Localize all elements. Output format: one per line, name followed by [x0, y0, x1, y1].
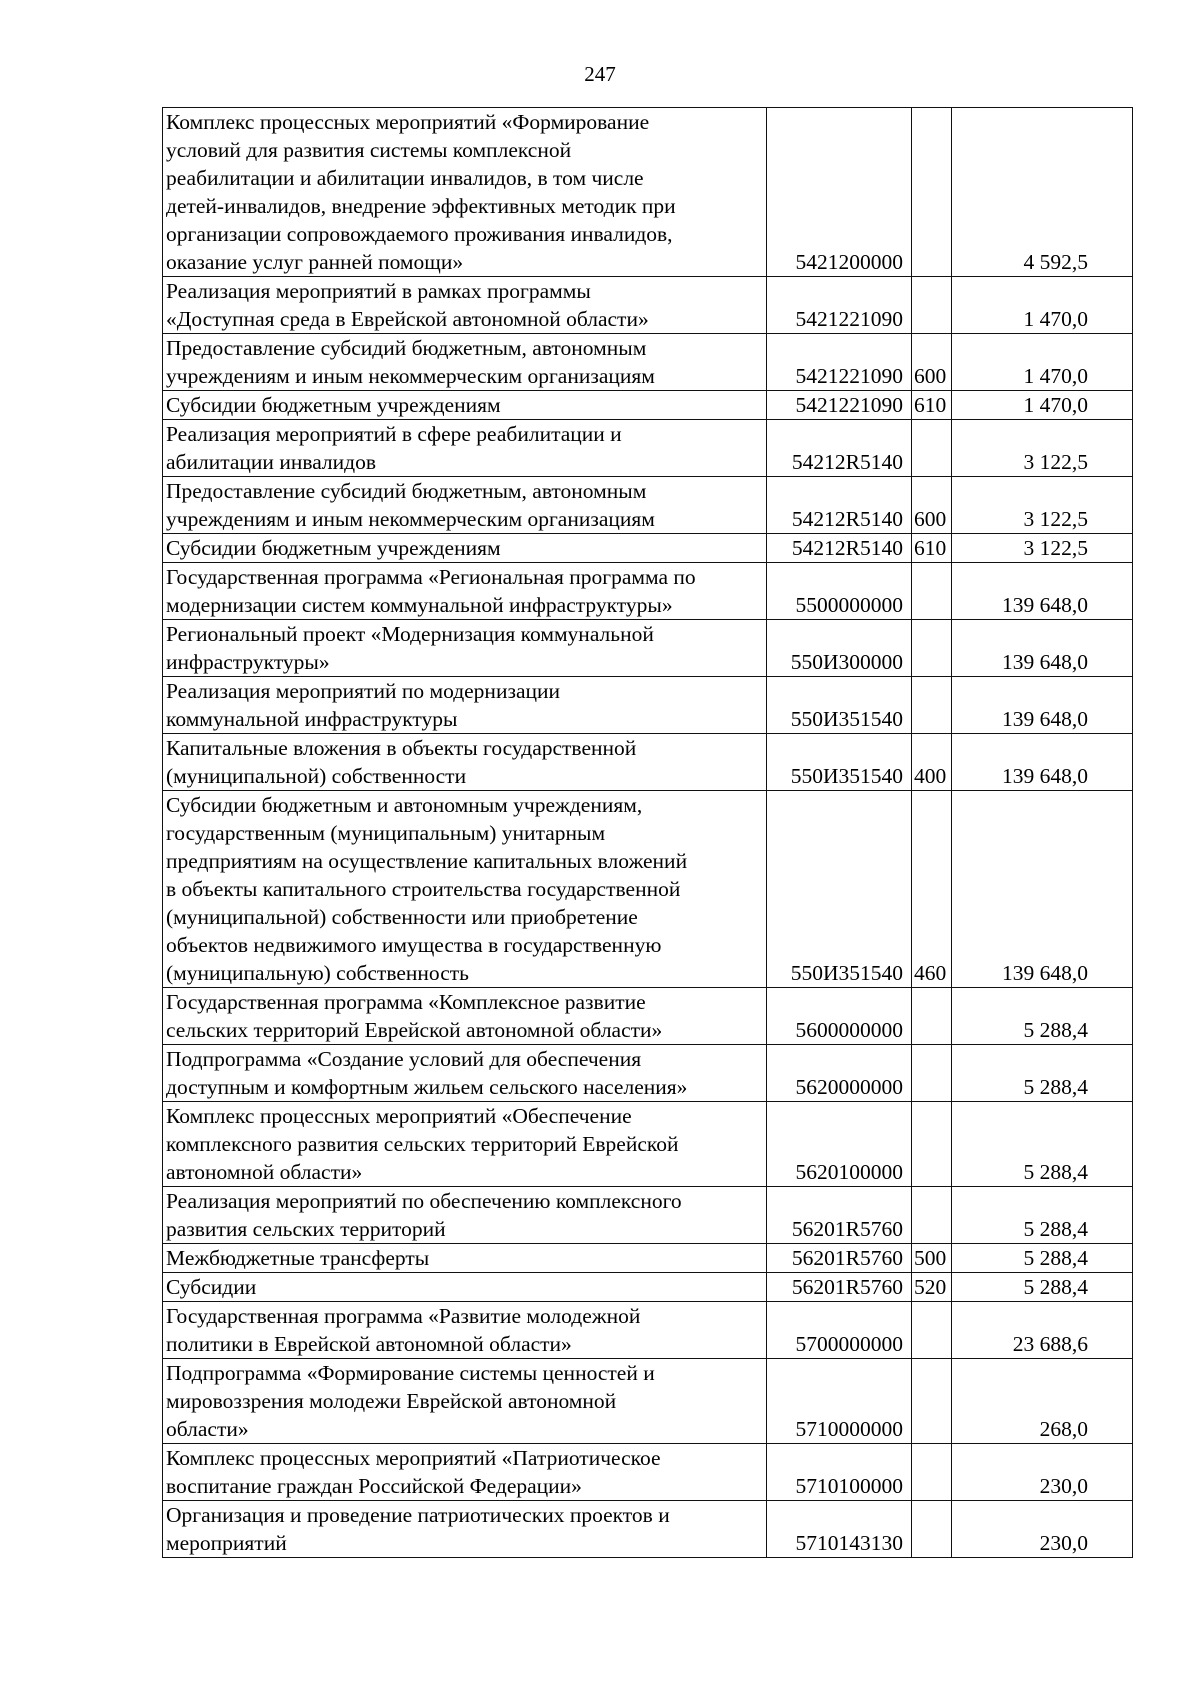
row-code: 550И300000	[767, 620, 912, 677]
row-code: 56201R5760	[767, 1187, 912, 1244]
row-code: 5620000000	[767, 1045, 912, 1102]
row-amount: 5 288,4	[952, 1244, 1133, 1273]
row-code: 54212R5140	[767, 477, 912, 534]
row-type	[912, 1444, 952, 1501]
row-amount: 1 470,0	[952, 391, 1133, 420]
row-code: 5500000000	[767, 563, 912, 620]
row-code: 5700000000	[767, 1302, 912, 1359]
row-name: Комплекс процессных мероприятий «Обеспечение комплексного развития сельских территорий Еврейской автономной области»	[163, 1102, 767, 1187]
row-type	[912, 563, 952, 620]
table-row	[163, 391, 1133, 420]
row-name: Региональный проект «Модернизация коммунальной инфраструктуры»	[163, 620, 767, 677]
row-amount: 5 288,4	[952, 1273, 1133, 1302]
table-row	[163, 420, 1133, 477]
row-type	[912, 420, 952, 477]
row-code: 550И351540	[767, 677, 912, 734]
row-code: 5421221090	[767, 334, 912, 391]
row-code: 5620100000	[767, 1102, 912, 1187]
budget-table	[162, 107, 1133, 1558]
row-type	[912, 1102, 952, 1187]
table-row	[163, 1444, 1133, 1501]
table-row	[163, 1244, 1133, 1273]
row-code: 5710143130	[767, 1501, 912, 1558]
row-amount: 3 122,5	[952, 534, 1133, 563]
row-name: Подпрограмма «Создание условий для обеспечения доступным и комфортным жильем сельского населения»	[163, 1045, 767, 1102]
row-name: Предоставление субсидий бюджетным, автономным учреждениям и иным некоммерческим организациям	[163, 477, 767, 534]
row-name: Организация и проведение патриотических проектов и мероприятий	[163, 1501, 767, 1558]
table-row	[163, 108, 1133, 277]
row-type	[912, 1359, 952, 1444]
row-code: 56201R5760	[767, 1244, 912, 1273]
row-amount: 139 648,0	[952, 677, 1133, 734]
row-name: Реализация мероприятий в сфере реабилитации и абилитации инвалидов	[163, 420, 767, 477]
row-amount: 1 470,0	[952, 277, 1133, 334]
row-amount: 230,0	[952, 1501, 1133, 1558]
row-type	[912, 108, 952, 277]
row-name: Подпрограмма «Формирование системы ценностей и мировоззрения молодежи Еврейской автономной области»	[163, 1359, 767, 1444]
row-amount: 3 122,5	[952, 420, 1133, 477]
row-name: Реализация мероприятий по обеспечению комплексного развития сельских территорий	[163, 1187, 767, 1244]
table-row	[163, 620, 1133, 677]
table-row	[163, 277, 1133, 334]
row-code: 550И351540	[767, 791, 912, 988]
row-amount: 23 688,6	[952, 1302, 1133, 1359]
row-code: 5421221090	[767, 391, 912, 420]
row-type	[912, 1187, 952, 1244]
row-name: Субсидии	[163, 1273, 767, 1302]
row-amount: 1 470,0	[952, 334, 1133, 391]
row-code: 56201R5760	[767, 1273, 912, 1302]
row-type: 610	[912, 391, 952, 420]
table-row	[163, 1302, 1133, 1359]
row-name: Реализация мероприятий по модернизации коммунальной инфраструктуры	[163, 677, 767, 734]
table-row	[163, 1501, 1133, 1558]
row-amount: 268,0	[952, 1359, 1133, 1444]
row-amount: 5 288,4	[952, 988, 1133, 1045]
table-row	[163, 534, 1133, 563]
row-name: Реализация мероприятий в рамках программы «Доступная среда в Еврейской автономной области»	[163, 277, 767, 334]
row-type: 610	[912, 534, 952, 563]
row-name: Комплекс процессных мероприятий «Патриотическое воспитание граждан Российской Федерации»	[163, 1444, 767, 1501]
row-type	[912, 1302, 952, 1359]
row-code: 5600000000	[767, 988, 912, 1045]
row-code: 5421200000	[767, 108, 912, 277]
row-amount: 5 288,4	[952, 1187, 1133, 1244]
row-type: 400	[912, 734, 952, 791]
table-row	[163, 1045, 1133, 1102]
row-type	[912, 1045, 952, 1102]
row-code: 54212R5140	[767, 420, 912, 477]
row-name: Государственная программа «Комплексное развитие сельских территорий Еврейской автономной области»	[163, 988, 767, 1045]
page-number: 247	[584, 62, 616, 86]
table-row	[163, 791, 1133, 988]
row-amount: 3 122,5	[952, 477, 1133, 534]
row-code: 5421221090	[767, 277, 912, 334]
table-row	[163, 734, 1133, 791]
row-type	[912, 620, 952, 677]
table-row	[163, 477, 1133, 534]
row-name: Предоставление субсидий бюджетным, автономным учреждениям и иным некоммерческим организациям	[163, 334, 767, 391]
table-row	[163, 1187, 1133, 1244]
table-row	[163, 988, 1133, 1045]
row-name: Комплекс процессных мероприятий «Формирование условий для развития системы комплексной реабилитации и абилитации инвалидов, в том числе детей-инвалидов, внедрение эффективных методик при организации сопровождаемого проживания инвалидов, оказание услуг ранней помощи»	[163, 108, 767, 277]
table-row	[163, 563, 1133, 620]
row-name: Субсидии бюджетным и автономным учреждениям, государственным (муниципальным) унитарным предприятиям на осуществление капитальных вложений в объекты капитального строительства государственной (муниципальной) собственности или приобретение объектов недвижимого имущества в государственную (муниципальную) собственность	[163, 791, 767, 988]
row-amount: 4 592,5	[952, 108, 1133, 277]
row-name: Государственная программа «Развитие молодежной политики в Еврейской автономной области»	[163, 1302, 767, 1359]
row-name: Межбюджетные трансферты	[163, 1244, 767, 1273]
row-type: 460	[912, 791, 952, 988]
row-type: 600	[912, 334, 952, 391]
row-name: Государственная программа «Региональная программа по модернизации систем коммунальной инфраструктуры»	[163, 563, 767, 620]
table-row	[163, 1102, 1133, 1187]
row-type	[912, 1501, 952, 1558]
row-code: 54212R5140	[767, 534, 912, 563]
row-type	[912, 677, 952, 734]
table-row	[163, 334, 1133, 391]
row-name: Субсидии бюджетным учреждениям	[163, 391, 767, 420]
row-amount: 139 648,0	[952, 734, 1133, 791]
row-amount: 139 648,0	[952, 620, 1133, 677]
row-type: 600	[912, 477, 952, 534]
row-type	[912, 988, 952, 1045]
row-amount: 139 648,0	[952, 791, 1133, 988]
table-row	[163, 1273, 1133, 1302]
row-amount: 5 288,4	[952, 1045, 1133, 1102]
row-amount: 139 648,0	[952, 563, 1133, 620]
row-code: 550И351540	[767, 734, 912, 791]
row-amount: 230,0	[952, 1444, 1133, 1501]
row-type: 520	[912, 1273, 952, 1302]
row-type: 500	[912, 1244, 952, 1273]
row-type	[912, 277, 952, 334]
table-row	[163, 1359, 1133, 1444]
row-code: 5710000000	[767, 1359, 912, 1444]
row-code: 5710100000	[767, 1444, 912, 1501]
table-row	[163, 677, 1133, 734]
row-name: Капитальные вложения в объекты государственной (муниципальной) собственности	[163, 734, 767, 791]
row-name: Субсидии бюджетным учреждениям	[163, 534, 767, 563]
row-amount: 5 288,4	[952, 1102, 1133, 1187]
